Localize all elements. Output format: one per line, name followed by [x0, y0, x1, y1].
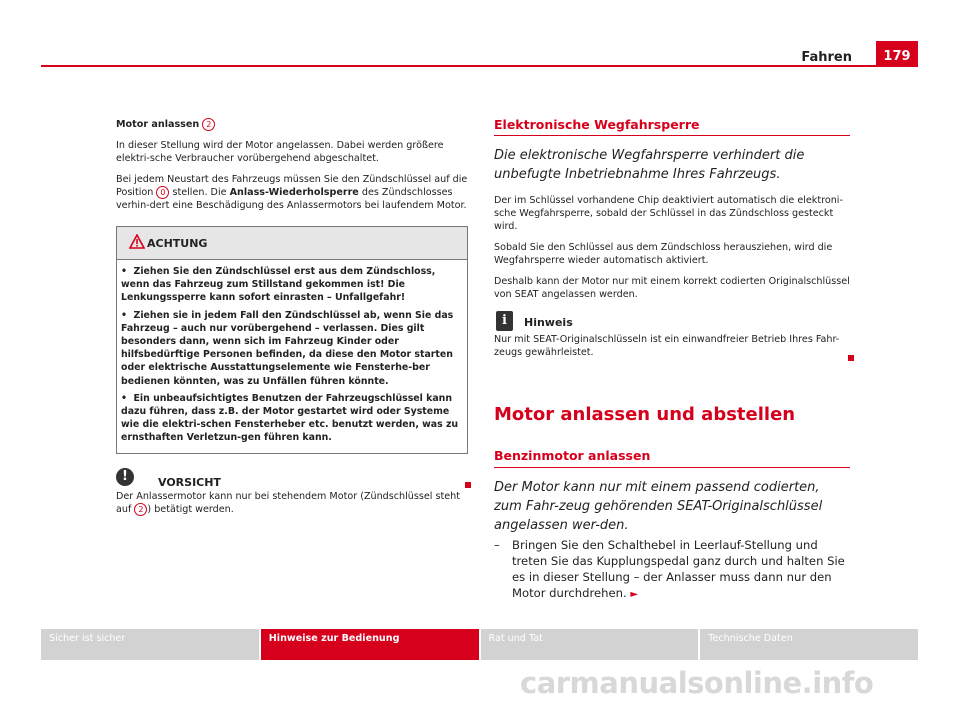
- tab-rat-und-tat[interactable]: Rat und Tat: [481, 629, 699, 660]
- vorsicht-header: [116, 468, 468, 490]
- section-intro: Die elektronische Wegfahrsperre verhindert die unbefugte Inbetriebnahme Ihres Fahrzeugs.: [494, 148, 805, 182]
- subsection-title: Benzinmotor anlassen: [494, 448, 850, 468]
- header-rule: [41, 65, 918, 67]
- paragraph: Der im Schlüssel vorhandene Chip deaktiviert automatisch die elektroni-sche Wegfahrsperre, sobald der Schlüssel in das Zündschloss gesteckt wird.: [494, 195, 843, 232]
- step-text: [512, 537, 850, 603]
- subsection: [494, 448, 850, 545]
- ref-marker: 0: [156, 186, 169, 199]
- tab-sicher-ist-sicher[interactable]: Sicher ist sicher: [41, 629, 259, 660]
- paragraph: In dieser Stellung wird der Motor angelassen. Dabei werden größere elektri-sche Verbraucher vorübergehend abgeschaltet.: [116, 140, 444, 164]
- achtung-header: [117, 227, 467, 260]
- section-end-marker: [848, 355, 854, 361]
- ref-marker: 2: [202, 118, 215, 131]
- achtung-body: [117, 260, 467, 453]
- section-end-marker: [465, 482, 471, 488]
- right-column: [494, 118, 850, 367]
- text: ) betätigt werden.: [147, 503, 234, 515]
- step-text-content: Bringen Sie den Schalthebel in Leerlauf-Stellung und treten Sie das Kupplungspedal ganz durch und halten Sie es in dieser Stellung – der Anlasser muss dann nur den Motor durchdrehen.: [512, 538, 845, 600]
- heading-text: Motor anlassen: [116, 119, 200, 130]
- achtung-box: [116, 226, 468, 454]
- achtung-item: • Ziehen Sie den Zündschlüssel erst aus dem Zündschloss, wenn das Fahrzeug zum Stillstand gekommen ist! Die Lenkungssperre kann sofort einrasten – Unfallgefahr!: [121, 266, 436, 304]
- vorsicht-title: VORSICHT: [158, 475, 221, 489]
- text: des Zündschlosses verhin-dert eine Beschädigung des Anlassermotors bei laufendem Motor.: [116, 187, 467, 211]
- caution-exclamation-icon: !: [116, 468, 134, 486]
- chapter-title: Fahren: [801, 50, 852, 65]
- achtung-item: • Ein unbeaufsichtigtes Benutzen der Fahrzeugschlüssel kann dazu führen, dass z.B. der Motor gestartet wird oder Systeme wie die elektri-schen Fensterheber etc. benutzt werden, was zu ernsthaften Verletzun-gen führen kann.: [121, 392, 459, 444]
- info-note-icon: i: [496, 311, 513, 331]
- text: Bei jedem Neustart des Fahrzeugs müssen Sie den Zündschlüssel auf die Position: [116, 174, 468, 198]
- hinweis-header: [494, 311, 850, 333]
- subsection-intro: Der Motor kann nur mit einem passend codierten, zum Fahr-zeug gehörenden SEAT-Originalschlüssel angelassen wer-den.: [494, 480, 823, 533]
- vorsicht-text: [116, 490, 468, 516]
- ref-marker: 2: [134, 503, 147, 516]
- warning-triangle-icon: [129, 234, 145, 249]
- hinweis-title: Hinweis: [524, 316, 573, 329]
- achtung-title: ACHTUNG: [147, 237, 208, 250]
- paragraph: Deshalb kann der Motor nur mit einem korrekt codierten Originalschlüssel von SEAT angelassen werden.: [494, 276, 850, 300]
- paragraph: Sobald Sie den Schlüssel aus dem Zündschloss herausziehen, wird die Wegfahrsperre wieder automatisch aktiviert.: [494, 242, 833, 266]
- page-number: 179: [876, 41, 918, 67]
- bold-term: Anlass-Wiederholsperre: [229, 187, 359, 198]
- section-title: Elektronische Wegfahrsperre: [494, 118, 850, 136]
- chapter-heading: Motor anlassen und abstellen: [494, 404, 796, 425]
- achtung-item-text: Ziehen Sie den Zündschlüssel erst aus dem Zündschloss, wenn das Fahrzeug zum Stillstand gekommen ist! Die Lenkungssperre kann sofort einrasten – Unfallgefahr!: [121, 266, 436, 304]
- paragraph-restart: [116, 173, 468, 212]
- text: Der Anlassermotor kann nur bei stehendem Motor (Zündschlüssel steht auf: [116, 490, 460, 515]
- watermark: carmanualsonline.info: [520, 666, 874, 700]
- continue-arrow-icon: ►: [630, 589, 639, 600]
- step-dash: –: [494, 538, 500, 552]
- achtung-item-text: Ein unbeaufsichtigtes Benutzen der Fahrzeugschlüssel kann dazu führen, dass z.B. der Motor gestartet wird oder Systeme wie die elektri-schen Fensterheber etc. benutzt werden, was zu ernsthaften Verletzun-gen führen kann.: [121, 392, 459, 444]
- left-column: [116, 118, 468, 524]
- step-item: [494, 537, 850, 603]
- chapter-nav: [41, 629, 918, 660]
- hinweis-text: Nur mit SEAT-Originalschlüsseln ist ein einwandfreier Betrieb Ihres Fahr-zeugs gewährleistet.: [494, 334, 840, 358]
- tab-hinweise-zur-bedienung[interactable]: Hinweise zur Bedienung: [261, 629, 479, 660]
- motor-anlassen-heading: [116, 118, 468, 131]
- achtung-item: • Ziehen sie in jedem Fall den Zündschlüssel ab, wenn Sie das Fahrzeug – auch nur vorübergehend – verlassen. Dies gilt besonders dann, wenn sich im Fahrzeug Kinder oder hilfsbedürftige Personen befinden, da diese den Motor starten oder elektrische Ausstattungselemente wie Fensterhe-ber bedienen könnten, was zu Unfällen führen könnte.: [121, 309, 454, 387]
- achtung-item-text: Ziehen sie in jedem Fall den Zündschlüssel ab, wenn Sie das Fahrzeug – auch nur vorübergehend – verlassen. Dies gilt besonders dann, wenn sich im Fahrzeug Kinder oder hilfsbedürftige Personen befinden, da diese den Motor starten oder elektrische Ausstattungselemente wie Fensterhe-ber bedienen könnten, was zu Unfällen führen könnte.: [121, 309, 454, 387]
- text: stellen. Die: [172, 187, 227, 198]
- tab-technische-daten[interactable]: Technische Daten: [700, 629, 918, 660]
